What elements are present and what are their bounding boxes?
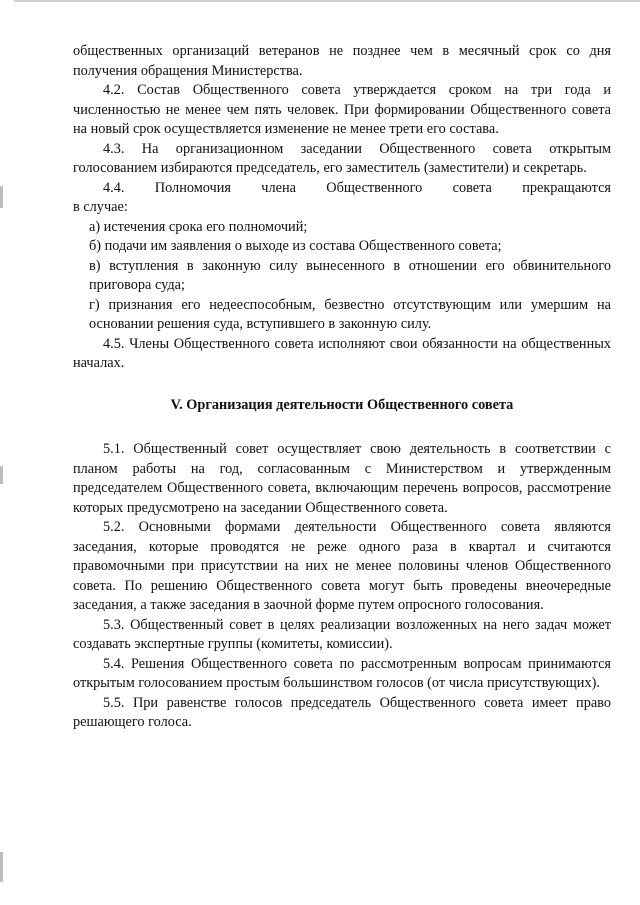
paragraph-5-3: 5.3. Общественный совет в целях реализации возложенных на него задач может создавать экспертные группы (комитеты, комиссии). (73, 616, 611, 652)
paragraph-4-4-tail: в случае: (73, 199, 128, 215)
section-title: V. Организация деятельности Общественного совета (170, 396, 514, 413)
list-item-a: а) истечения срока его полномочий; (89, 218, 308, 235)
paragraph-5-2: 5.2. Основными формами деятельности Общественного совета являются заседания, которые проводятся не реже одного раза в квартал и считаются правомочными при присутствии на них не менее половины членов Общественного совета. По решению Общественного совета могут быть проведены внеочередные заседания, а также заседания в заочной форме путем опросного голосования. (73, 519, 611, 613)
list-item-b: б) подачи им заявления о выходе из состава Общественного совета; (89, 238, 502, 254)
scan-edge-mark (0, 466, 3, 484)
document-page (73, 42, 611, 733)
paragraph-5-4: 5.4. Решения Общественного совета по рассмотренным вопросам принимаются открытым голосованием простым большинством голосов (от числа присутствующих). (73, 655, 611, 691)
paragraph-4-5: 4.5. Члены Общественного совета исполняют свои обязанности на общественных началах. (73, 335, 611, 371)
paragraph-intro: общественных организаций ветеранов не позднее чем в месячный срок со дня получения обращения Министерства. (73, 43, 611, 79)
paragraph-4-4-head: 4.4. Полномочия члена Общественного совета прекращаются (103, 179, 611, 196)
list-item-v: в) вступления в законную силу вынесенного в отношении его обвинительного приговора суда; (89, 257, 611, 293)
paragraph-4-2: 4.2. Состав Общественного совета утверждается сроком на три года и численностью не менее чем пять человек. При формировании Общественного совета на новый срок осуществляется изменение не менее трети его состава. (73, 82, 611, 137)
scan-edge-mark (0, 186, 3, 208)
scan-edge-mark (0, 852, 3, 882)
paragraph-5-5: 5.5. При равенстве голосов председатель Общественного совета имеет право решающего голоса. (73, 694, 611, 730)
paragraph-4-3: 4.3. На организационном заседании Общественного совета открытым голосованием избираются председатель, его заместитель (заместители) и секретарь. (73, 140, 611, 176)
paragraph-5-1: 5.1. Общественный совет осуществляет свою деятельность в соответствии с планом работы на год, согласованным с Министерством и утвержденным председателем Общественного совета, включающим перечень вопросов, рассмотрение которых предусмотрено на заседании Общественного совета. (73, 441, 611, 516)
scan-top-edge (14, 0, 640, 2)
list-item-g: г) признания его недееспособным, безвестно отсутствующим или умершим на основании решения суда, вступившего в законную силу. (89, 296, 611, 332)
